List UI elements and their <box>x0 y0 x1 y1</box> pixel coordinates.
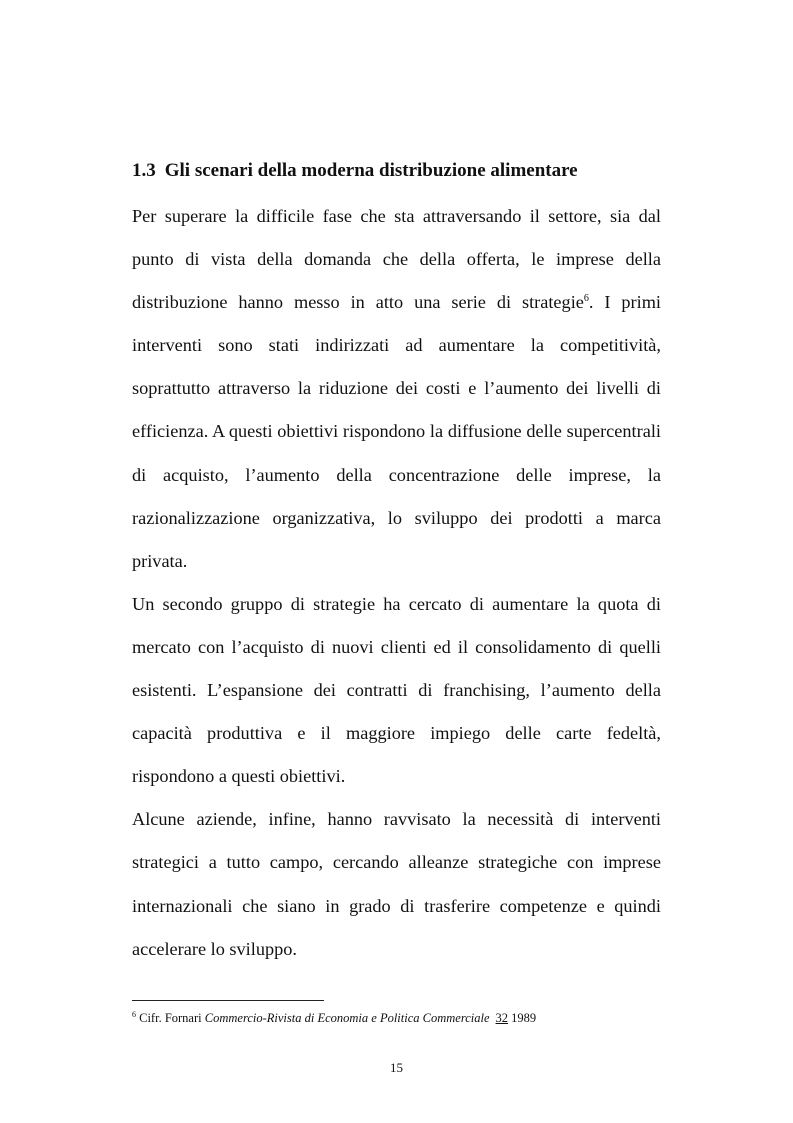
footnote-separator <box>132 1000 324 1001</box>
footnote-year: 1989 <box>508 1011 537 1025</box>
section-heading <box>132 158 672 184</box>
footnote-prefix: Cifr. Fornari <box>136 1011 205 1025</box>
footnote-volume: 32 <box>495 1011 509 1025</box>
paragraph-3: Alcune aziende, infine, hanno ravvisato la necessità di interventi strategici a tutto campo, cercando alleanze strategiche con imprese internazionali che siano in grado di trasferire competenze e quindi accelerare lo sviluppo. <box>132 809 661 959</box>
footnote-journal: Commercio-Rivista di Economia e Politica Commerciale <box>204 1011 490 1025</box>
section-title: Gli scenari della moderna distribuzione alimentare <box>164 160 578 181</box>
body-text <box>132 195 661 971</box>
footnote-marker: 6 <box>132 1010 136 1019</box>
section-number: 1.3 <box>132 160 156 181</box>
paragraph-1 <box>132 195 661 583</box>
paragraph-1-text-continued: . I primi interventi sono stati indirizzati ad aumentare la competitività, soprattutto attraverso la riduzione dei costi e l’aumento dei livelli di efficienza. A questi obiettivi rispondono la diffusione delle supercentrali di acquisto, l’aumento della concentrazione delle imprese, la razionalizzazione organizzativa, lo sviluppo dei prodotti a marca privata. <box>132 292 661 571</box>
paragraph-1-text: Per superare la difficile fase che sta attraversando il settore, sia dal punto di vista della domanda che della offerta, le imprese della distribuzione hanno messo in atto una serie di strategie <box>132 206 661 313</box>
page-number: 15 <box>390 1060 403 1075</box>
footnote-reference[interactable]: 6 <box>583 293 589 305</box>
footnote <box>132 1010 536 1026</box>
paragraph-2: Un secondo gruppo di strategie ha cercato di aumentare la quota di mercato con l’acquisto di nuovi clienti ed il consolidamento di quelli esistenti. L’espansione dei contratti di franchising, l’aumento della capacità produttiva e il maggiore impiego delle carte fedeltà, rispondono a questi obiettivi. <box>132 593 661 787</box>
